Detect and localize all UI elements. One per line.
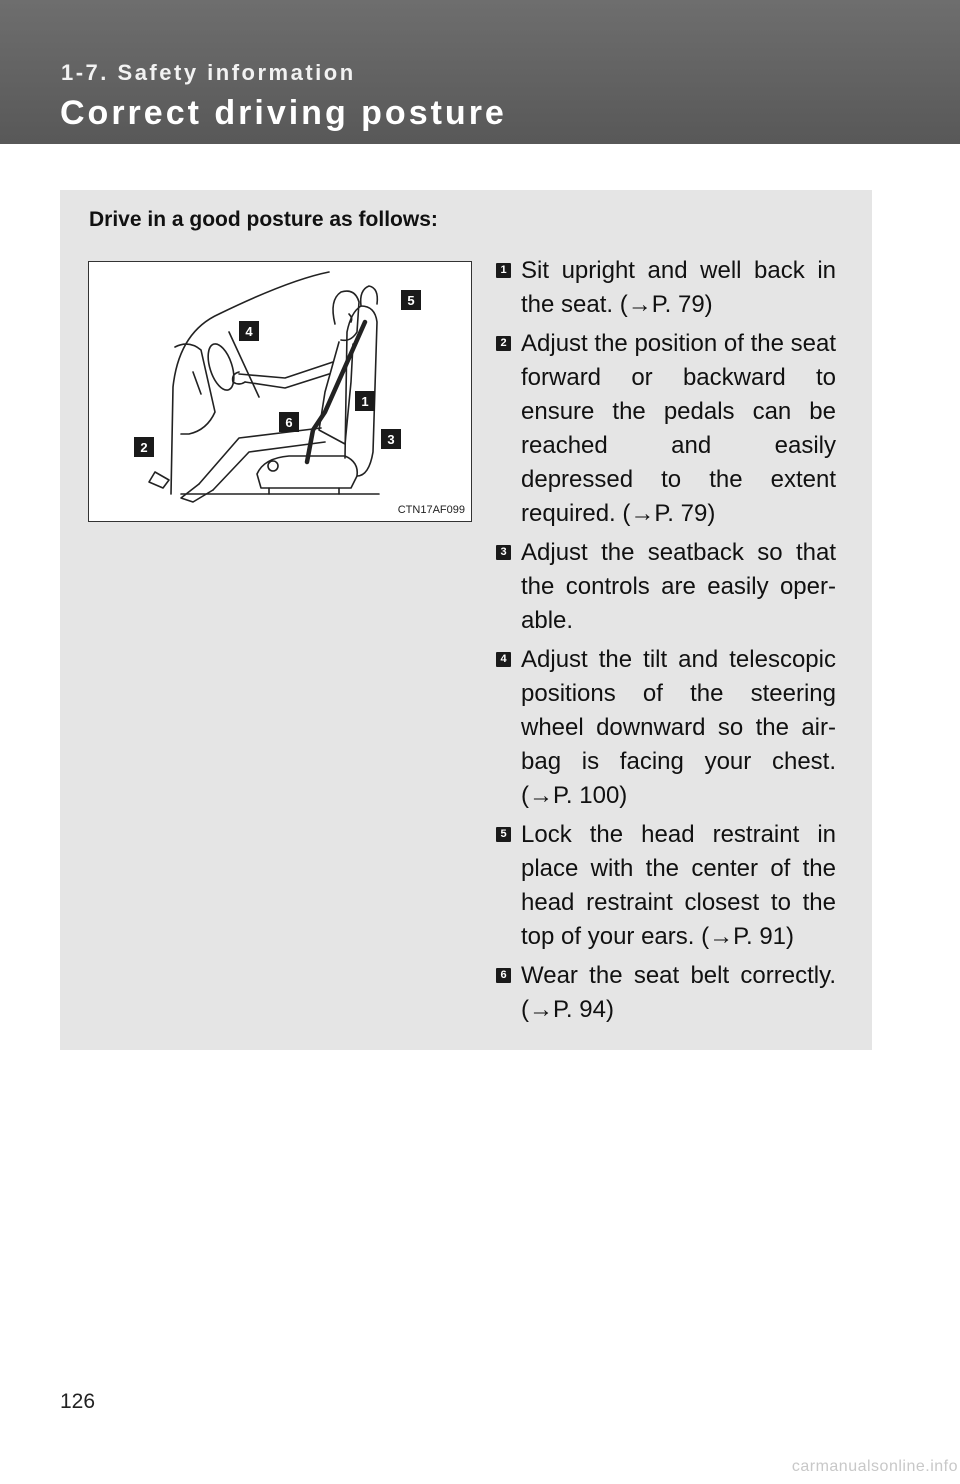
- svg-text:4: 4: [245, 324, 253, 339]
- page-number: 126: [60, 1390, 96, 1413]
- list-item: [496, 536, 836, 638]
- svg-text:3: 3: [387, 432, 395, 447]
- svg-text:2: 2: [140, 440, 148, 455]
- list-item: [496, 643, 836, 813]
- list-item: [496, 254, 836, 322]
- posture-steps: [496, 254, 836, 1032]
- figure-callouts: [89, 262, 472, 522]
- step-text: Wear the seat belt correctly. (→P. 94): [521, 962, 836, 1023]
- posture-panel: [60, 190, 872, 1050]
- callout-6: [279, 412, 299, 432]
- step-number-badge: 4: [496, 652, 511, 667]
- page-title: Correct driving posture: [60, 94, 507, 132]
- page-header: [0, 0, 960, 144]
- step-number-badge: 6: [496, 968, 511, 983]
- svg-text:1: 1: [361, 394, 369, 409]
- svg-text:5: 5: [407, 293, 415, 308]
- step-number-badge: 1: [496, 263, 511, 278]
- section-label: 1-7. Safety information: [61, 60, 356, 85]
- step-number-badge: 2: [496, 336, 511, 351]
- step-text: Adjust the tilt and telescopic positions of the steering wheel downward so the air-bag is facing your chest. (→P. 100): [521, 646, 836, 809]
- step-text: Adjust the position of the seat forward or backward to ensure the pedals can be reached and easily depressed to the extent required. (→P. 79): [521, 330, 836, 527]
- driving-posture-illustration: [88, 261, 472, 522]
- intro-text: Drive in a good posture as follows:: [89, 208, 438, 231]
- list-item: [496, 818, 836, 954]
- step-number-badge: 3: [496, 545, 511, 560]
- callout-5: [401, 290, 421, 310]
- callout-1: [355, 391, 375, 411]
- step-text: Adjust the seatback so that the controls are easily oper-able.: [521, 539, 836, 634]
- step-text: Lock the head restraint in place with the center of the head restraint closest to the top of your ears. (→P. 91): [521, 821, 836, 950]
- step-text: Sit upright and well back in the seat. (→P. 79): [521, 257, 836, 318]
- list-item: [496, 327, 836, 531]
- svg-text:6: 6: [285, 415, 293, 430]
- figure-code: CTN17AF099: [397, 504, 465, 516]
- list-item: [496, 959, 836, 1027]
- callout-3: [381, 429, 401, 449]
- callout-2: [134, 437, 154, 457]
- watermark-domain: carmanualsonline.info: [791, 1458, 958, 1475]
- step-number-badge: 5: [496, 827, 511, 842]
- callout-4: [239, 321, 259, 341]
